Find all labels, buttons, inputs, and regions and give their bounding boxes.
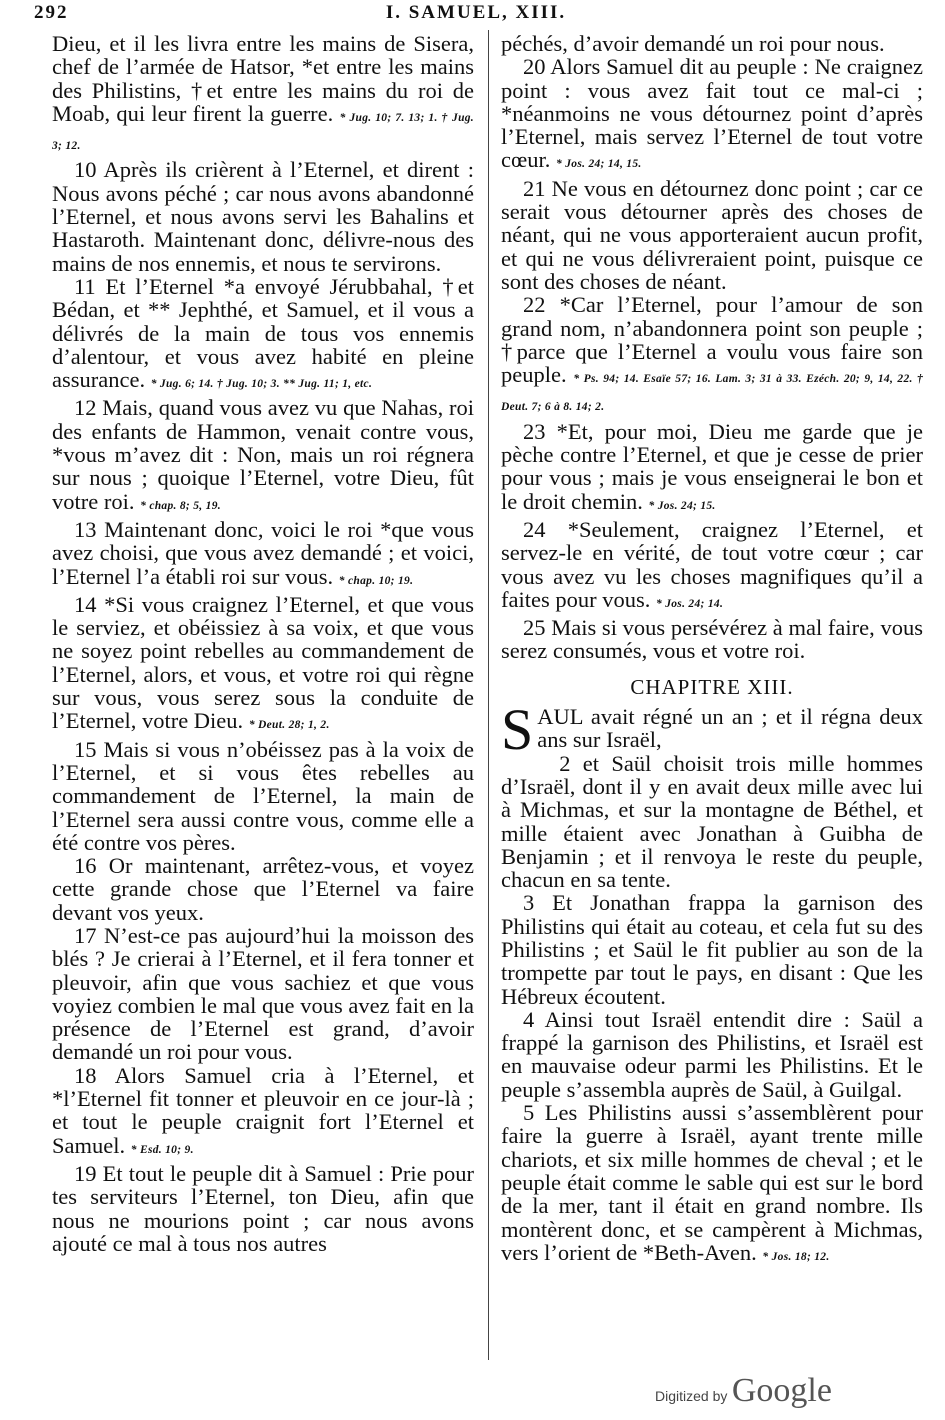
verse — [501, 293, 923, 419]
chapter-first-verse — [501, 697, 923, 763]
verse — [52, 396, 474, 517]
verse — [52, 32, 474, 158]
google-logo: Google — [731, 1372, 832, 1409]
cross-reference: * chap. 8; 5, 19. — [140, 499, 221, 512]
right-verses — [501, 32, 923, 663]
verse-text: 11 Et l’Eternel *a envoyé Jérubbahal, †et Bédan, et ** Jephthé, et Samuel, et il vous a délivrés de la main de tous vos ennemis d’alentour, et vous avez habité en pleine assurance. — [52, 273, 474, 393]
verse-text: 2 et Saül choisit trois mille hommes d’Israël, dont il y en avait deux mille avec lui à Michmas, et sur la montagne de Béthel, et mille étaient avec Jonathan à Guibha de Benjamin ; et il renvoya le reste du peuple, chacun en sa tente. — [501, 750, 923, 893]
verse-text: 22 *Car l’Eternel, pour l’amour de son grand nom, n’abandonnera point son peuple ; †parce que l’Eternel a voulu vous faire son peuple. — [501, 292, 923, 388]
verse — [52, 518, 474, 593]
page-number: 292 — [34, 2, 69, 23]
column-divider — [488, 30, 489, 1360]
verse-text: 24 *Seulement, craignez l’Eternel, et servez-le en vérité, de tout votre cœur ; car vous avez vu les choses magnifiques qu’il a faites pour vous. — [501, 516, 923, 612]
verse — [501, 752, 923, 892]
verse — [501, 177, 923, 293]
verse-text: 13 Maintenant donc, voici le roi *que vous avez choisi, que vous avez demandé ; et voici, l’Eternel l’a établi roi sur vous. — [52, 516, 474, 589]
verse — [501, 616, 923, 663]
verse-text: péchés, d’avoir demandé un roi pour nous. — [501, 32, 885, 56]
verse-text: 20 Alors Samuel dit au peuple : Ne craignez point : vous avez fait tout ce mal-ci ; *néanmoins ne vous détournez point d’après l’Eternel, mais servez l’Eternel de tout votre cœur. — [501, 54, 923, 173]
left-column — [52, 32, 474, 1370]
cross-reference: * Esd. 10; 9. — [130, 1143, 194, 1156]
digitized-by-google-watermark — [655, 1372, 832, 1410]
verse — [52, 593, 474, 738]
verse — [501, 55, 923, 176]
cross-reference: * Jos. 18; 12. — [762, 1250, 830, 1263]
cross-reference: * chap. 10; 19. — [338, 574, 414, 587]
verse — [52, 1064, 474, 1162]
verse — [501, 1101, 923, 1269]
cross-reference: * Jos. 24; 15. — [648, 499, 716, 512]
verse-text: 3 Et Jonathan frappa la garnison des Philistins qui était au coteau, et cela fut su des Philistins ; et Saül le fit publier au son de la trompette par tout le pays, en disant : Que les Hébreux écoutent. — [501, 890, 923, 1009]
verse — [501, 420, 923, 518]
verse-text: 19 Et tout le peuple dit à Samuel : Prie pour tes serviteurs l’Eternel, ton Dieu, afin que nous ne mourions point ; car nous avons ajouté ce mal à tous nos autres — [52, 1160, 474, 1256]
cross-reference: * Jos. 24; 14. — [655, 597, 724, 610]
verse-text: 12 Mais, quand vous avez vu que Nahas, roi des enfants de Hammon, venait contre vous, *vous m’avez dit : Non, mais un roi régnera sur nous ; quoique l’Eternel, votre Dieu, fût votre roi. — [52, 395, 474, 514]
verse-text: Dieu, et il les livra entre les mains de Sisera, chef de l’armée de Hatsor, *et entre les mains des Philistins, †et entre les mains du roi de Moab, qui leur firent la guerre. — [52, 32, 474, 126]
verse-text: 5 Les Philistins aussi s’assemblèrent pour faire la guerre à Israël, ayant trente mille chariots, et six mille hommes de cheval ; et le peuple était comme le sable qui est sur le bord de la mer, tant il était en grand nombre. Ils montèrent donc, et se campèrent à Michmas, vers l’orient de *Beth-Aven. — [501, 1100, 923, 1265]
drop-cap: S — [501, 697, 534, 763]
chapter-heading: CHAPITRE XIII. — [630, 674, 794, 699]
verse — [52, 738, 474, 854]
verse-text: 21 Ne vous en détournez donc point ; car ce serait vous détourner après des choses de néant, qui ne vous apporteraient aucun profit, et qui ne vous délivreraient point, puisque ce sont des choses de néant. — [501, 175, 923, 294]
verse-text: 18 Alors Samuel cria à l’Eternel, et *l’Eternel fit tonner et pleuvoir en ce jour-là ; et tout le peuple craignit fort l’Eternel et Samuel. — [52, 1062, 474, 1158]
chapter-verses — [501, 752, 923, 1270]
verse — [52, 924, 474, 1064]
page-header — [34, 0, 918, 30]
verse-text: 17 N’est-ce pas aujourd’hui la moisson des blés ? Je crierai à l’Eternel, et il fera tonner et pleuvoir, afin que vous sachiez et que vous voyiez combien le mal que vous avez fait en la présence de l’Eternel est grand, d’avoir demandé un roi pour vous. — [52, 922, 474, 1065]
cross-reference: * Jug. 10; 7. 13; 1. † Jug. 3; 12. — [52, 111, 474, 153]
verse — [52, 1162, 474, 1255]
verse-text: 15 Mais si vous n’obéissez pas à la voix de l’Eternel, et si vous êtes rebelles au commandement de l’Eternel, la main de l’Eternel sera aussi contre vous, comme elle a été contre vos pères. — [52, 736, 474, 855]
cross-reference: * Deut. 28; 1, 2. — [248, 719, 330, 732]
right-column — [501, 32, 923, 1370]
verse-text: 25 Mais si vous persévérez à mal faire, vous serez consumés, vous et votre roi. — [501, 615, 923, 664]
verse-text: 14 *Si vous craignez l’Eternel, et que vous le serviez, et obéissiez à sa voix, et que vous ne soyez point rebelles au commandement de l’Eternel, alors, et vous, et votre roi qui règne sur vous, vous serez sous la conduite de l’Eternel, votre Dieu. — [52, 591, 474, 734]
verse-text: 23 *Et, pour moi, Dieu me garde que je pèche contre l’Eternel, et que je cesse de prier pour vous ; mais je vous enseignerai le bon et le droit chemin. — [501, 418, 923, 514]
verse — [501, 32, 923, 55]
verse — [52, 158, 474, 274]
verse-text: 16 Or maintenant, arrêtez-vous, et voyez cette grande chose que l’Eternel va faire devant vos yeux. — [52, 853, 474, 925]
verse — [501, 1008, 923, 1101]
digitized-label: Digitized by — [655, 1388, 728, 1404]
verse — [52, 854, 474, 924]
verse-text: 10 Après ils crièrent à l’Eternel, et dirent : Nous avons péché ; car nous avons abandonné l’Eternel, et nous avons servi les Bahalins et Hastaroth. Maintenant donc, délivre-nous des mains de nos ennemis, et nous te servirons. — [52, 157, 474, 276]
verse — [501, 891, 923, 1007]
verse — [501, 518, 923, 616]
first-verse-text: AUL avait régné un an ; et il régna deux ans sur Israël, — [537, 704, 923, 753]
cross-reference: * Jug. 6; 14. † Jug. 10; 3. ** Jug. 11; 1, etc. — [150, 378, 373, 391]
verse — [52, 275, 474, 396]
cross-reference: * Jos. 24; 14, 15. — [556, 158, 642, 171]
running-title: I. SAMUEL, XIII. — [385, 2, 567, 23]
cross-reference: * Ps. 94; 14. Esaïe 57; 16. Lam. 3; 31 à 33. Ezéch. 20; 9, 14, 22. † Deut. 7; 6 à 8. 14; 2. — [501, 373, 923, 414]
verse-text: 4 Ainsi tout Israël entendit dire : Saül a frappé la garnison des Philistins, et Israël est en mauvaise odeur parmi les Philistins. Et le peuple s’assembla auprès de Saül, à Guilgal. — [501, 1006, 923, 1102]
